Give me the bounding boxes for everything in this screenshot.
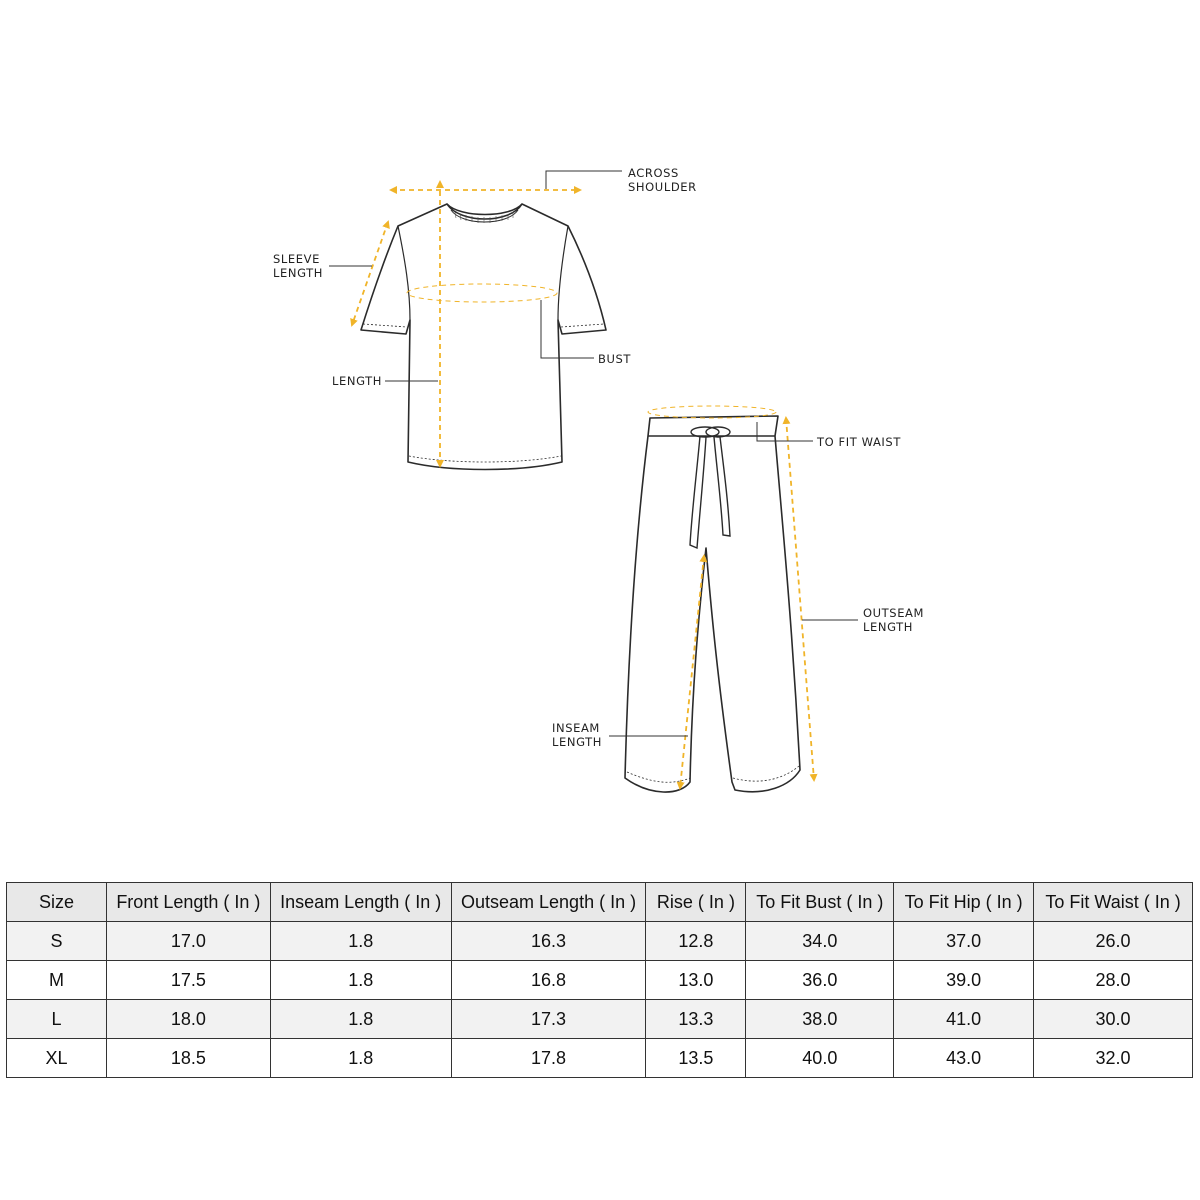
sleeve-length-label-line2: LENGTH xyxy=(273,266,324,280)
table-cell: 34.0 xyxy=(746,922,894,961)
outseam-length-label-line1: OUTSEAM xyxy=(863,606,925,620)
table-cell: XL xyxy=(7,1039,107,1078)
table-cell: 41.0 xyxy=(894,1000,1034,1039)
size-chart-table xyxy=(6,882,1193,1078)
inseam-length-label-line1: INSEAM xyxy=(552,721,600,735)
table-row xyxy=(7,922,1193,961)
header-to-fit-hip: To Fit Hip ( In ) xyxy=(894,883,1034,922)
table-cell: 30.0 xyxy=(1034,1000,1193,1039)
table-cell: 17.5 xyxy=(106,961,270,1000)
header-to-fit-bust: To Fit Bust ( In ) xyxy=(746,883,894,922)
table-cell: 38.0 xyxy=(746,1000,894,1039)
outseam-length-label xyxy=(863,606,924,634)
table-cell: 13.5 xyxy=(646,1039,746,1078)
table-cell: 1.8 xyxy=(270,961,451,1000)
table-cell: 17.3 xyxy=(451,1000,646,1039)
table-cell: 12.8 xyxy=(646,922,746,961)
table-cell: 18.0 xyxy=(106,1000,270,1039)
table-cell: 28.0 xyxy=(1034,961,1193,1000)
table-cell: 43.0 xyxy=(894,1039,1034,1078)
header-to-fit-waist: To Fit Waist ( In ) xyxy=(1034,883,1193,922)
sleeve-length-label xyxy=(273,252,323,280)
table-cell: 16.3 xyxy=(451,922,646,961)
table-cell: 26.0 xyxy=(1034,922,1193,961)
to-fit-waist-label: TO FIT WAIST xyxy=(817,435,901,449)
table-cell: 17.8 xyxy=(451,1039,646,1078)
tshirt-drawing xyxy=(361,204,606,470)
header-size: Size xyxy=(7,883,107,922)
inseam-length-label-line2: LENGTH xyxy=(552,735,603,749)
table-row xyxy=(7,1000,1193,1039)
table-cell: 13.3 xyxy=(646,1000,746,1039)
header-inseam-length: Inseam Length ( In ) xyxy=(270,883,451,922)
bust-label: BUST xyxy=(598,352,632,366)
table-cell: 13.0 xyxy=(646,961,746,1000)
table-cell: 1.8 xyxy=(270,922,451,961)
inseam-length-label xyxy=(552,721,602,749)
across-shoulder-label-line2: SHOULDER xyxy=(628,180,697,194)
table-cell: 32.0 xyxy=(1034,1039,1193,1078)
table-cell: 37.0 xyxy=(894,922,1034,961)
table-row xyxy=(7,1039,1193,1078)
table-cell: 1.8 xyxy=(270,1000,451,1039)
outseam-length-label-line2: LENGTH xyxy=(863,620,914,634)
table-cell: S xyxy=(7,922,107,961)
table-header-row xyxy=(7,883,1193,922)
table-cell: 1.8 xyxy=(270,1039,451,1078)
table-cell: 17.0 xyxy=(106,922,270,961)
sleeve-length-label-line1: SLEEVE xyxy=(273,252,320,266)
table-cell: M xyxy=(7,961,107,1000)
across-shoulder-label xyxy=(628,166,697,194)
table-row xyxy=(7,961,1193,1000)
table-cell: 39.0 xyxy=(894,961,1034,1000)
header-rise: Rise ( In ) xyxy=(646,883,746,922)
across-shoulder-label-line1: ACROSS xyxy=(628,166,679,180)
length-label: LENGTH xyxy=(332,374,383,388)
table-cell: 18.5 xyxy=(106,1039,270,1078)
table-cell: 36.0 xyxy=(746,961,894,1000)
header-front-length: Front Length ( In ) xyxy=(106,883,270,922)
header-outseam-length: Outseam Length ( In ) xyxy=(451,883,646,922)
table-cell: L xyxy=(7,1000,107,1039)
table-cell: 16.8 xyxy=(451,961,646,1000)
table-cell: 40.0 xyxy=(746,1039,894,1078)
